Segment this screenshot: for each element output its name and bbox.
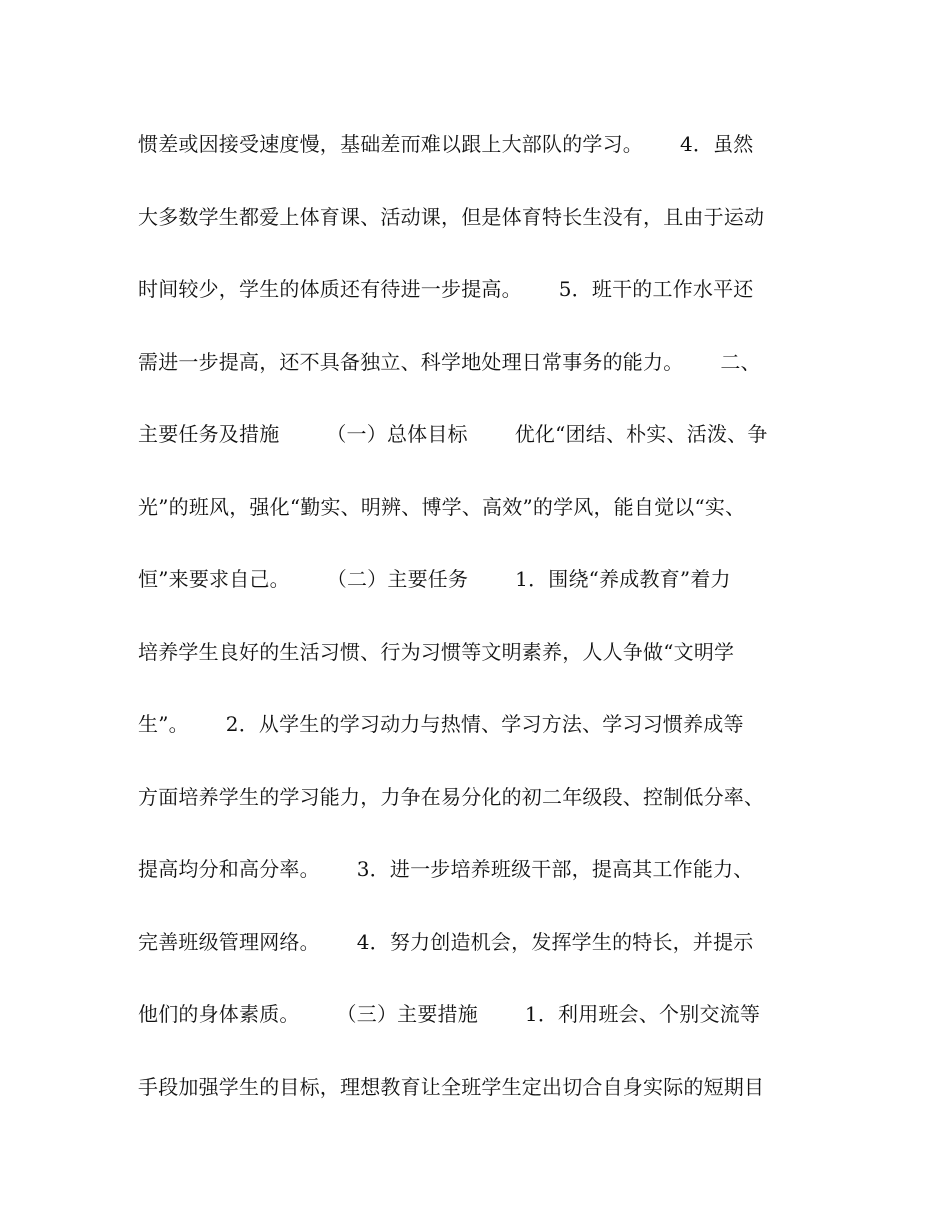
text-line-14: 手段加强学生的目标，理想教育让全班学生定出切合自身实际的短期目 xyxy=(138,1074,765,1099)
text-line-13: 他们的身体素质。 （三）主要措施 1．利用班会、个别交流等 xyxy=(138,1002,761,1026)
text-line-2: 大多数学生都爱上体育课、活动课，但是体育特长生没有，且由于运动 xyxy=(138,204,765,229)
text-line-5: 主要任务及措施 （一）总体目标 优化“团结、朴实、活泼、争 xyxy=(138,422,768,446)
text-line-4: 需进一步提高，还不具备独立、科学地处理日常事务的能力。 二、 xyxy=(138,349,761,374)
text-line-7: 恒”来要求自己。 （二）主要任务 1．围绕“养成教育”着力 xyxy=(138,567,731,591)
text-line-6: 光”的班风，强化“勤实、明辨、博学、高效”的学风，能自觉以“实、 xyxy=(138,494,746,519)
text-line-1: 惯差或因接受速度慢，基础差而难以跟上大部队的学习。 4．虽然 xyxy=(138,132,754,156)
text-line-10: 方面培养学生的学习能力，力争在易分化的初二年级段、控制低分率、 xyxy=(138,784,765,809)
text-line-9: 生”。 2．从学生的学习动力与热情、学习方法、学习习惯养成等 xyxy=(138,712,744,736)
body-text xyxy=(138,122,828,1137)
text-line-11: 提高均分和高分率。 3．进一步培养班级干部，提高其工作能力、 xyxy=(138,857,754,881)
text-line-3: 时间较少，学生的体质还有待进一步提高。 5．班干的工作水平还 xyxy=(138,277,754,301)
text-line-8: 培养学生良好的生活习惯、行为习惯等文明素养，人人争做“文明学 xyxy=(138,639,735,664)
text-line-12: 完善班级管理网络。 4．努力创造机会，发挥学生的特长，并提示 xyxy=(138,929,754,954)
